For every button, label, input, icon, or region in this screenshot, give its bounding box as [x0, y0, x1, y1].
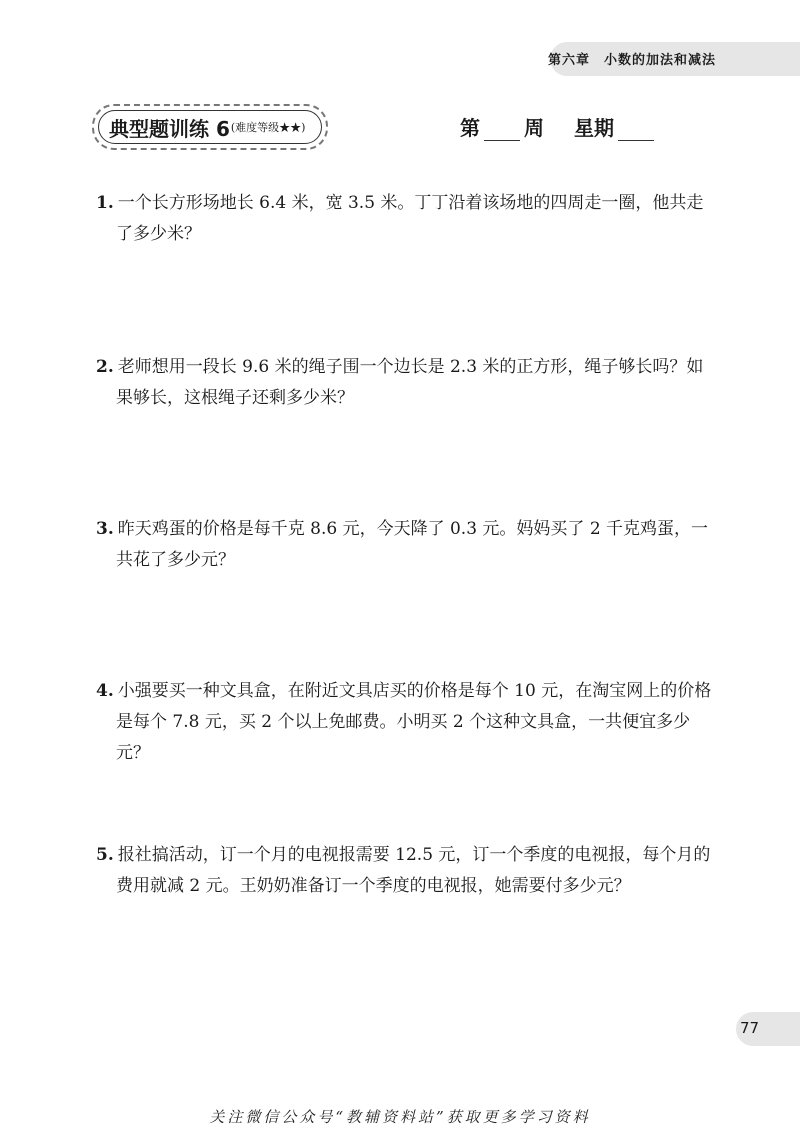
week-suffix: 周 — [524, 116, 544, 140]
problem-number: 2. — [96, 357, 114, 377]
weekday-label: 星期 — [574, 116, 614, 140]
problem-3 — [96, 514, 716, 576]
difficulty-label: (难度等级★★) — [230, 121, 306, 134]
exercise-title-inner — [98, 110, 322, 144]
weekday-blank[interactable] — [618, 118, 654, 141]
problem-4 — [96, 676, 716, 769]
problem-text: 老师想用一段长 9.6 米的绳子围一个边长是 2.3 米的正方形，绳子够长吗？如果够长，这根绳子还剩多少米？ — [116, 357, 704, 408]
page-number: 77 — [740, 1019, 760, 1037]
problem-text: 昨天鸡蛋的价格是每千克 8.6 元，今天降了 0.3 元。妈妈买了 2 千克鸡蛋，一共花了多少元？ — [116, 519, 709, 570]
problem-2 — [96, 352, 716, 414]
problem-number: 5. — [96, 845, 114, 865]
problem-text: 报社搞活动，订一个月的电视报需要 12.5 元，订一个季度的电视报，每个月的费用就减 2 元。王奶奶准备订一个季度的电视报，她需要付多少元？ — [116, 845, 711, 896]
chapter-header: 第六章 小数的加法和减法 — [548, 53, 717, 68]
problem-5 — [96, 840, 716, 902]
date-fields — [460, 112, 658, 141]
problem-number: 3. — [96, 519, 114, 539]
problem-text: 一个长方形场地长 6.4 米，宽 3.5 米。丁丁沿着该场地的四周走一圈，他共走了多少米？ — [116, 193, 704, 244]
week-prefix: 第 — [460, 116, 480, 140]
footer-watermark: 关注微信公众号“教辅资料站”获取更多学习资料 — [209, 1108, 591, 1126]
problem-number: 1. — [96, 193, 114, 213]
problem-text: 小强要买一种文具盒，在附近文具店买的价格是每个 10 元，在淘宝网上的价格是每个 7.8 元，买 2 个以上免邮费。小明买 2 个这种文具盒，一共便宜多少元？ — [116, 681, 712, 763]
exercise-title-box — [92, 104, 328, 150]
week-blank[interactable] — [484, 118, 520, 141]
exercise-title: 典型题训练 6 — [109, 116, 230, 141]
problem-1 — [96, 188, 716, 250]
problem-number: 4. — [96, 681, 114, 701]
